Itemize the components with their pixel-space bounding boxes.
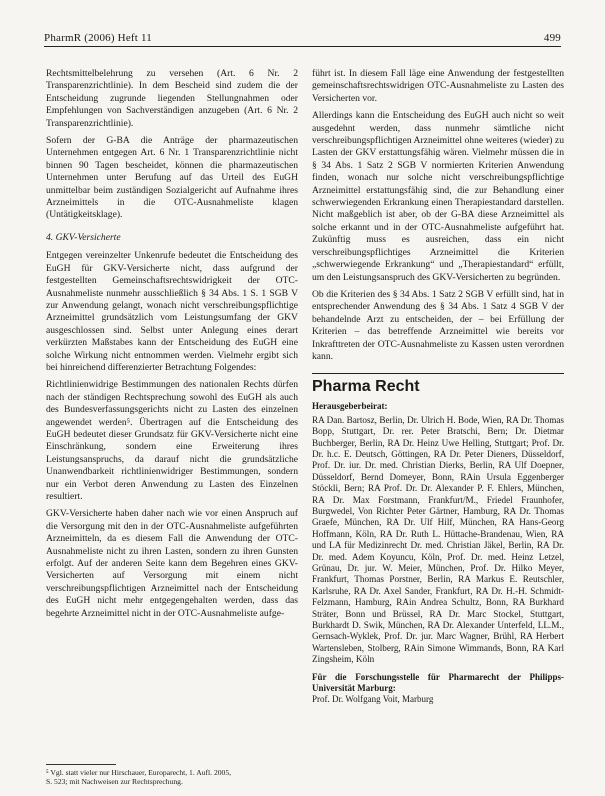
footnote-rule <box>46 764 116 765</box>
institute-label: Für die Forschungsstelle für Pharmarecht der Philipps-Universität Marburg: <box>312 671 564 693</box>
journal-title: PharmR (2006) Heft 11 <box>44 32 152 44</box>
paragraph: Ob die Kriterien des § 34 Abs. 1 Satz 2 SGB V erfüllt sind, hat in entsprechender Anwendung des § 34 Abs. 1 Satz 4 SGB V der behandelnde Arzt zu entscheiden, der – bei Erfüllung der Kriterien – das betreffende Arzneimittel wie bereits vor Inkrafttreten der OTC-Ausnahmeliste zu Kassen usten verordnen kann. <box>312 288 564 362</box>
running-header <box>44 28 561 44</box>
institute-name: Prof. Dr. Wolfgang Voit, Marburg <box>312 693 434 704</box>
paragraph: Allerdings kann die Entscheidung des EuGH auch nicht so weit ausgedehnt werden, dass nunmehr sämtliche nicht verschreibungspflichtigen Arzneimittel ohne weiteres (wieder) zu Lasten der GKV erstattungsfähig wären. Vielmehr müssen die in § 34 Abs. 1 Satz 2 SGB V normierten Kriterien Anwendung finden, wonach nur solche nicht verschreibungspflichtige Arzneimittel erstattungsfähig sind, die zur Behandlung einer schwerwiegenden Erkrankung einen Therapiestandard darstellen. Nicht maßgeblich ist aber, ob der G-BA diese Arzneimittel als solche erkannt und in der OTC-Ausnahmeliste aufgeführt hat. Zukünftig muss es ausreichen, dass ein nicht verschreibungspflichtiges Arzneimittel die Kriterien „schwerwiegende Erkrankung“ und „Therapiestandard“ erfüllt, um den Leistungsanspruch des GKV-Versicherten zu begründen. <box>312 110 564 283</box>
footnote-line: S. 523; mit Nachweisen zur Rechtsprechung. <box>46 777 183 786</box>
paragraph: führt ist. In diesem Fall läge eine Anwendung der festgestellten gemeinschaftsrechtswidrigen OTC-Ausnahmeliste zu Lasten des Versicherten vor. <box>312 68 564 104</box>
paragraph: Rechtsmittelbelehrung zu versehen (Art. 6 Nr. 2 Transparenzrichtlinie). In dem Bescheid sind zudem die der Entscheidung zugrunde liegenden Stellungnahmen oder Empfehlungen von Sachverständigen anzugeben (Art. 6 Nr. 2 Transparenzrichtlinie). <box>46 68 298 129</box>
paragraph: Entgegen vereinzelter Unkenrufe bedeutet die Entscheidung des EuGH für GKV-Versicherte nicht, dass aufgrund der festgestellten Gemeinschaftsrechtswidrigkeit der OTC-Ausnahmeliste nunmehr ausschließlich § 34 Abs. 1 S. 1 SGB V zur Anwendung gelangt, wonach nicht verschreibungspflichtige Arzneimittel grundsätzlich vom Leistungsumfang der GKV ausgeschlossen sind. Selbst unter Anlegung eines derart verkürzten Maßstabes kann der Entscheidung des EuGH eine solche Wirkung nicht entnommen werden. Vielmehr ergibt sich bei hinreichend differenzierter Betrachtung Folgendes: <box>46 250 298 373</box>
paragraph: GKV-Versicherte haben daher nach wie vor einen Anspruch auf die Versorgung mit den in der OTC-Ausnahmeliste aufgeführten Arzneimitteln, da es diesem Fall die Anwendung der OTC-Ausnahmeliste nicht zu ihren Lasten, sondern zu ihren Gunsten erfolgt. Auf der anderen Seite kann dem Begehren eines GKV-Versicherten auf Versorgung mit einem nicht verschreibungspflichtigen Arzneimittel nach der Entscheidung des EuGH nicht mehr entgegengehalten werden, dass das begehrte Arzneimittel nicht in der OTC-Ausnahmeliste aufge- <box>46 508 298 619</box>
editors-list: RA Dan. Bartosz, Berlin, Dr. Ulrich H. Bode, Wien, RA Dr. Thomas Bopp, Stuttgart, Dr. rer. Peter Bratschi, Bern; Dr. Dietmar Buchberger, Berlin, RA Dr. Heinz Uwe Helling, Stuttgart; Prof. Dr. Dr. h.c. E. Deutsch, Göttingen, RA Dr. Peter Dieners, Düsseldorf, Prof. Dr. iur. Dr. med. Christian Dierks, Berlin, RA Ulf Doepner, Düsseldorf, Bernd Domeyer, Bonn, RAin Ursula Eggenberger Stöckli, Bern; RA Prof. Dr. Dr. Alexander P. F. Ehlers, München, RA Dr. Max Forstmann, Frankfurt/M., Friedel Fraunhofer, Burgwedel, Von Richter Peter Gärtner, Hamburg, RA Dr. Thomas Graefe, München, RA Dr. Ulf Hilf, München, RA Hans-Georg Hoffmann, Köln, RA Dr. Ruth L. Hüttache-Brandenau, Wien, RA und LA für Medizinrecht Dr. med. Christian Jäkel, Berlin, RA Dr. Dr. med. Adem Koyuncu, Köln, Prof. Dr. med. Heinz Letzel, Grünau, Dr. jur. W. Meier, München, Prof. Dr. Hilko Meyer, Frankfurt, Thomas Porstner, Berlin, RA Markus E. Reutschler, Karlsruhe, RA Dr. Axel Sander, Frankfurt, RA Dr. H.-H. Schmidt-Felzmann, Hamburg, RAin Andrea Schultz, Bonn, RA Burkhard Sträter, Bonn und Brüssel, RA Dr. Marc Stockel, Stuttgart, Burkhardt D. Swik, München, RA Dr. Alexander Unterfeld, LL.M., Gernsach-Wyklek, Prof. Dr. jur. Marc Wagner, Brühl, RA Herbert Wartensleben, Stolberg, RAin Simone Wimmands, Bonn, RA Karl Zingsheim, Köln <box>312 414 564 665</box>
right-column <box>312 68 564 705</box>
footnote-line: ⁵ Vgl. statt vieler nur Hirschauer, Europarecht, 1. Aufl. 2005, <box>46 768 232 777</box>
header-rule <box>44 46 561 47</box>
paragraph: Sofern der G-BA die Anträge der pharmazeutischen Unternehmen entgegen Art. 6 Nr. 1 Transparenzrichtlinie nicht binnen 90 Tagen bescheidet, können die pharmazeutischen Unternehmen unter Berufung auf das Urteil des EuGH unmittelbar beim zuständigen Sozialgericht auf Aufnahme ihres Arzneimittels in die OTC-Ausnahmeliste klagen (Untätigkeitsklage). <box>46 135 298 221</box>
box-subtitle: Herausgeberbeirat: <box>312 401 388 412</box>
paragraph: Richtlinienwidrige Bestimmungen des nationalen Rechts dürfen nach der ständigen Rechtsprechung sowohl des EuGH als auch des Bundesverfassungsgerichts nicht zu Lasten des einzelnen angewendet werden⁵. Übertragen auf die Entscheidung des EuGH bedeutet dieser Grundsatz für GKV-Versicherte nicht eine Einschränkung, sondern eine Erweiterung ihres Leistungsanspruchs, da darauf nicht die grundsätzliche Unanwendbarkeit richtlinienwidriger Bestimmungen, sondern nur ein Verbot deren Anwendung zu Lasten des Einzelnen resultiert. <box>46 379 298 502</box>
section-heading: 4. GKV-Versicherte <box>46 231 121 243</box>
page-number: 499 <box>543 32 561 44</box>
editorial-board-box <box>312 373 564 704</box>
left-column <box>46 68 298 625</box>
box-title: Pharma Recht <box>312 378 420 396</box>
footnotes <box>46 768 298 786</box>
